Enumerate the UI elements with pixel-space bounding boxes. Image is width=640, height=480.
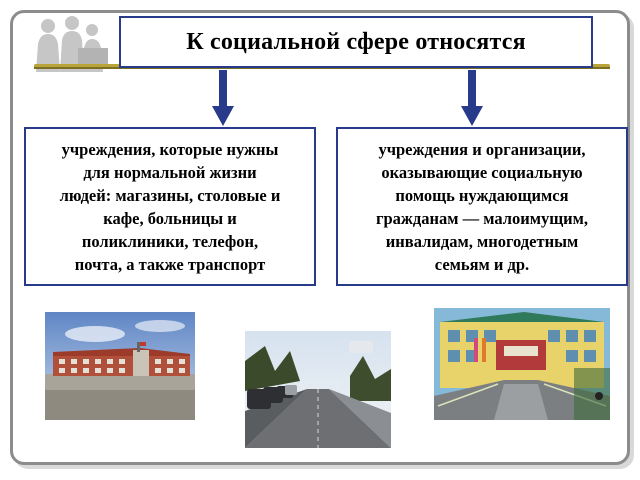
arrow-down-icon xyxy=(212,70,234,126)
brick-building-photo xyxy=(45,312,195,420)
text-line: гражданам — малоимущим, xyxy=(375,208,589,228)
text-line: кафе, больницы и xyxy=(103,208,237,228)
text-line: инвалидам, многодетным xyxy=(385,231,579,251)
left-definition-text xyxy=(60,138,281,276)
text-line: помощь нуждающимся xyxy=(395,185,569,205)
text-line: поликлиники, телефон, xyxy=(81,231,259,251)
text-line: семьям и др. xyxy=(434,254,530,274)
text-line: учреждения, которые нужны xyxy=(61,139,279,159)
title-box xyxy=(119,16,593,68)
slide-title: К социальной сфере относятся xyxy=(186,28,526,55)
text-line: учреждения и организации, xyxy=(378,139,586,159)
text-line: людей: магазины, столовые и xyxy=(59,185,281,205)
right-definition-box xyxy=(336,127,628,286)
text-line: почта, а также транспорт xyxy=(74,254,266,274)
text-line: для нормальной жизни xyxy=(83,162,257,182)
social-center-building-photo xyxy=(434,308,610,420)
left-definition-box xyxy=(24,127,316,286)
arrow-down-icon xyxy=(461,70,483,126)
road-with-cars-photo xyxy=(245,331,391,448)
text-line: оказывающие социальную xyxy=(381,162,583,182)
right-definition-text xyxy=(376,138,588,276)
